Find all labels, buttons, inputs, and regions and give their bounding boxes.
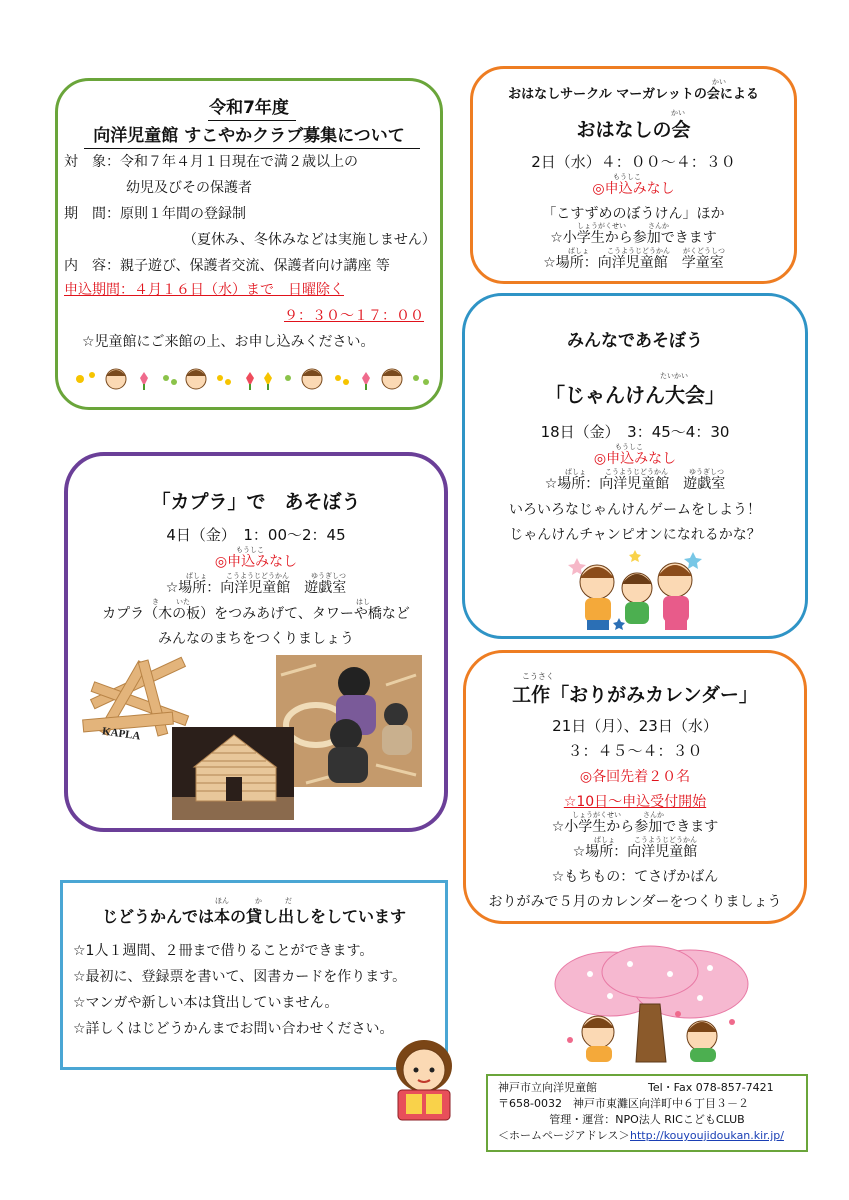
- club-apply-period: 申込期間：４月１６日（水）まで 日曜除く: [64, 282, 344, 298]
- story-no-apply: ◎申込みなし: [592, 181, 675, 197]
- janken-desc-2: じゃんけんチャンピオンになれるかな？: [509, 527, 761, 543]
- origami-dates: 21日（月）、23日（水）: [552, 717, 718, 735]
- janken-subtitle: みんなであそぼう: [567, 331, 703, 351]
- janken-title: 「じゃんけん大会」: [545, 383, 725, 407]
- ruby-ita: いた: [176, 598, 190, 606]
- club-main-title: 向洋児童館 すこやかクラブ募集について: [93, 126, 405, 146]
- ruby-basho-3: ばしょ: [186, 572, 207, 580]
- kapla-title: 「カプラ」で あそぼう: [151, 491, 361, 513]
- library-title: じどうかんでは本の貸し出しをしています: [101, 907, 406, 926]
- ruby-taikai: たいかい: [660, 372, 688, 380]
- club-apply-time: ９：３０～１７：００: [284, 308, 424, 324]
- origami-desc: おりがみで５月のカレンダーをつくりましょう: [488, 894, 782, 910]
- club-notice-box: [55, 78, 443, 410]
- footer-operator: 管理・運営：NPO法人 RICこどもCLUB: [549, 1113, 745, 1126]
- cherry-tree-illustration: [550, 944, 750, 1064]
- ruby-basho: ばしょ: [568, 247, 589, 255]
- ruby-sanka: さんか: [648, 222, 669, 230]
- story-date: 2日（水）４：００～４：３０: [531, 153, 736, 171]
- footer-contact-box: [486, 1074, 808, 1152]
- club-content: 内 容：親子遊び、保護者交流、保護者向け講座 等: [64, 258, 390, 274]
- ruby-basho-2: ばしょ: [565, 468, 586, 476]
- ruby-hashi: はし: [356, 598, 370, 606]
- footer-homepage-link[interactable]: http://kouyoujidoukan.kir.jp/: [630, 1129, 784, 1142]
- story-session-box: [470, 66, 797, 284]
- club-target: 対 象：令和７年４月１日現在で満２歳以上の: [64, 154, 358, 170]
- story-session-title: おはなしの会: [576, 119, 691, 141]
- origami-place: ☆場所：向洋児童館: [572, 844, 698, 860]
- club-note: ☆児童館にご来館の上、お申し込みください。: [82, 334, 375, 350]
- kapla-date: 4日（金） 1：00～2：45: [166, 526, 346, 544]
- ruby-shougakusei-2: しょうがくせい: [572, 811, 621, 819]
- club-year-title: 令和7年度: [209, 98, 289, 118]
- kapla-place: ☆場所：向洋児童館 遊戯室: [165, 580, 347, 596]
- kapla-no-apply: ◎申込みなし: [214, 554, 298, 570]
- ruby-kouyou-2: こうようじどうかん: [605, 468, 668, 476]
- club-year-underline: [208, 120, 296, 121]
- ruby-kai: かい: [712, 78, 726, 86]
- kapla-desc-2: みんなのまちをつくりましょう: [158, 631, 354, 647]
- origami-limit: ◎各回先着２０名: [579, 769, 691, 785]
- club-target-cont: 幼児及びその保護者: [126, 180, 252, 196]
- janken-kids-illustration: [567, 548, 707, 636]
- kapla-house-photo: [172, 727, 294, 820]
- janken-no-apply: ◎申込みなし: [593, 451, 677, 467]
- flower-face-decoration: [68, 366, 438, 392]
- story-kids: ☆小学生から参加できます: [550, 230, 717, 246]
- club-period: 期 間：原則１年間の登録制: [64, 206, 246, 222]
- janken-box: [462, 293, 808, 639]
- ruby-yuugi: ゆうぎしつ: [689, 468, 724, 476]
- story-place: ☆場所：向洋児童館 学童室: [543, 255, 724, 271]
- ruby-moushikomi: もうしこ: [613, 173, 641, 181]
- library-line-2: ☆最初に、登録票を書いて、図書カードを作ります。: [73, 969, 407, 985]
- footer-hp-label: ＜ホームページアドレス＞: [498, 1129, 630, 1142]
- ruby-gakudou: がくどうしつ: [683, 247, 725, 255]
- ruby-sanka-2: さんか: [643, 811, 664, 819]
- ruby-kai-2: かい: [671, 109, 685, 117]
- footer-facility-name: 神戸市立向洋児童館: [498, 1081, 597, 1094]
- ruby-hon: ほん: [215, 897, 229, 905]
- janken-place: ☆場所：向洋児童館 遊戯室: [544, 476, 726, 492]
- origami-kids: ☆小学生から参加できます: [551, 819, 719, 835]
- footer-address: 〒658-0032 神戸市東灘区向洋町中６丁目３－２: [498, 1097, 749, 1110]
- janken-date: 18日（金） 3：45～4：30: [540, 423, 730, 441]
- kapla-desc-1: カプラ（木の板）をつみあげて、タワーや橋など: [102, 606, 410, 622]
- ruby-ki: き: [152, 598, 159, 606]
- ruby-moushikomi-3: もうしこ: [236, 546, 264, 554]
- ruby-da: だ: [285, 897, 292, 905]
- ruby-ka: か: [255, 897, 262, 905]
- kapla-children-photo: [276, 655, 422, 787]
- origami-time: ３：４５～４：３０: [567, 742, 703, 760]
- ruby-kouyou-3: こうようじどうかん: [226, 572, 289, 580]
- club-title-underline: [84, 148, 420, 149]
- story-circle-subtitle: おはなしサークル マーガレットの会による: [508, 87, 759, 102]
- origami-bring: ☆もちもの：てさげかばん: [551, 869, 719, 885]
- origami-calendar-box: [463, 650, 807, 924]
- ruby-yuugi-2: ゆうぎしつ: [311, 572, 346, 580]
- club-period-note: （夏休み、冬休みなどは実施しません）: [183, 232, 436, 248]
- ruby-kouyou-4: こうようじどうかん: [634, 836, 697, 844]
- janken-desc-1: いろいろなじゃんけんゲームをしよう！: [509, 502, 761, 518]
- ruby-kouyou: こうようじどうかん: [607, 247, 670, 255]
- library-line-3: ☆マンガや新しい本は貸出していません。: [73, 995, 339, 1011]
- origami-title: 工作「おりがみカレンダー」: [512, 684, 758, 706]
- origami-apply-start: ☆10日～申込受付開始: [563, 794, 707, 810]
- library-line-1: ☆1人１週間、２冊まで借りることができます。: [73, 943, 374, 959]
- library-line-4: ☆詳しくはじどうかんまでお問い合わせください。: [73, 1021, 394, 1037]
- footer-tel: Tel・Fax 078-857-7421: [648, 1081, 774, 1094]
- reading-girl-illustration: [384, 1036, 464, 1126]
- ruby-moushikomi-2: もうしこ: [615, 443, 643, 451]
- ruby-shougakusei: しょうがくせい: [577, 222, 626, 230]
- story-book: 「こすずめのぼうけん」ほか: [542, 206, 725, 222]
- ruby-basho-4: ばしょ: [594, 836, 615, 844]
- kapla-logo-text: KAPLA: [101, 725, 142, 743]
- ruby-kousaku: こうさく: [522, 672, 554, 681]
